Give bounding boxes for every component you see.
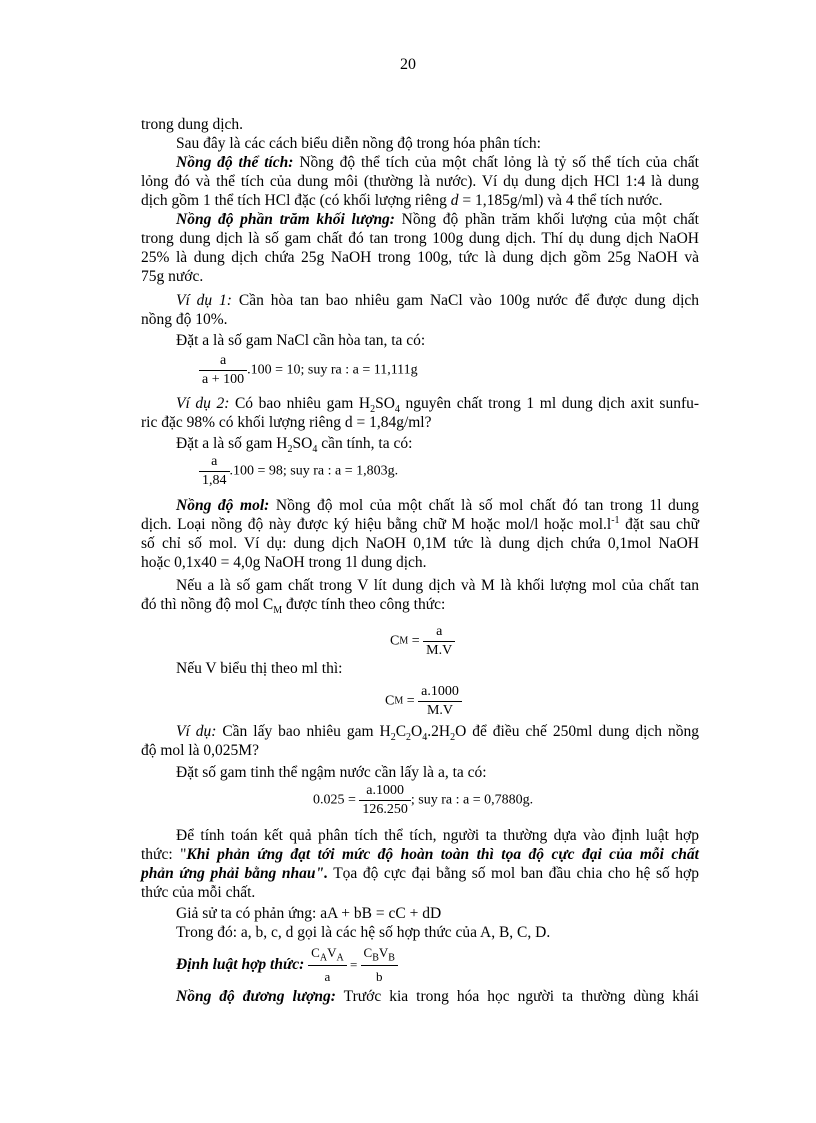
molar-concentration-line-5: Nếu a là số gam chất trong V lít dung dịch và M là khối lượng mol của chất tan: [176, 577, 699, 594]
molar-concentration-line-2: dịch. Loại nồng độ này được ký hiệu bằng chữ M hoặc mol/l hoặc $mol.l^{-1}$ đặt sau chữ: [141, 514, 699, 533]
example-2-fraction: $\frac{a}{1,84}$: [199, 455, 230, 488]
example-1-line-1: Ví dụ 1: Cần hòa tan bao nhiêu gam NaCl vào 100g nước để được dung dịch: [176, 292, 700, 309]
molar-formula-2: CM = $\frac{a.1000}{M.V}$: [385, 685, 462, 718]
law-line-3: phản ứng phải bằng nhau". Tọa độ cực đại bằng số mol ban đầu chia cho hệ số hợp: [141, 865, 699, 882]
example-3-line-3: Đặt số gam tinh thể ngậm nước cần lấy là a, ta có:: [176, 764, 487, 781]
law-quote-start: Khi phản ứng đạt tới mức độ hoàn toàn thì tọa độ cực đại của mỗi chất: [186, 846, 699, 863]
example-1-line-2: nồng độ 10%.: [141, 311, 228, 328]
law-line-1: Để tính toán kết quả phân tích thể tích, người ta thường dựa vào định luật hợp: [176, 827, 699, 844]
example-2-line-1: Ví dụ 2: Có bao nhiêu gam $H_2SO_4$ nguyên chất trong 1 ml dung dịch axit sunfu-: [176, 395, 700, 416]
example-1-equation: $\frac{a}{a + 100}$ .100 = 10; suy ra : a = 11,111g: [199, 354, 418, 387]
volume-concentration-heading: Nồng độ thể tích:: [176, 154, 294, 171]
molar-concentration-line-3: số chỉ số mol. Ví dụ: dung dịch NaOH 0,1M tức là dung dịch chứa 0,1mol NaOH: [141, 535, 699, 552]
molar-formula-2-fraction: $\frac{a.1000}{M.V}$: [418, 685, 462, 718]
volume-concentration-line-2: lỏng đó và thể tích của dung môi (thường là nước). Ví dụ dung dịch HCl 1:4 là dung: [141, 173, 699, 190]
equivalent-concentration-line-1: Nồng độ đương lượng: Trước kia trong hóa học người ta thường dùng khái: [176, 988, 699, 1005]
molar-formula-1: CM = $\frac{a}{M.V}$: [390, 625, 455, 658]
example-2-line-2: ric đặc 98% có khối lượng riêng d = 1,84g/ml?: [141, 414, 432, 431]
molar-concentration-heading: Nồng độ mol:: [176, 497, 270, 514]
example-3-equation: 0.025 = $\frac{a.1000}{126.250}$ ; suy ra : a = 0,7880g.: [313, 783, 534, 817]
page-number: 20: [400, 56, 416, 73]
coefficients-line: Trong đó: a, b, c, d gọi là các hệ số hợp thức của A, B, C, D.: [176, 924, 551, 941]
percent-concentration-line-1: Nồng độ phần trăm khối lượng: Nồng độ phần trăm khối lượng của một chất: [176, 211, 699, 228]
example-2-line-3: Đặt a là số gam $H_2SO_4$ cần tính, ta có:: [176, 435, 413, 456]
example-3-line-1: Ví dụ: Cần lấy bao nhiêu gam $H_2C_2O_4.2H_2O$ để điều chế 250ml dung dịch nồng: [176, 723, 700, 744]
example-3-line-2: độ mol là 0,025M?: [141, 742, 259, 759]
percent-concentration-line-2: trong dung dịch là số gam chất đó tan trong 100g dung dịch. Thí dụ dung dịch NaOH: [141, 230, 699, 247]
ml-condition-line: Nếu V biểu thị theo ml thì:: [176, 660, 343, 677]
example-2-label: Ví dụ 2:: [176, 395, 230, 412]
law-heading: Định luật hợp thức:: [176, 955, 305, 973]
example-1-line-3: Đặt a là số gam NaCl cần hòa tan, ta có:: [176, 332, 426, 349]
molar-formula-1-fraction: $\frac{a}{M.V}$: [423, 625, 455, 658]
percent-concentration-heading: Nồng độ phần trăm khối lượng:: [176, 211, 395, 228]
percent-concentration-line-3: 25% là dung dịch chứa 25g NaOH trong 100g, tức là dung dịch gồm 25g NaOH và: [141, 249, 699, 266]
molar-concentration-line-6: đó thì nồng độ mol $C_M$ được tính theo công thức:: [141, 596, 446, 617]
reaction-line: Giả sử ta có phản ứng: aA + bB = cC + dD: [176, 905, 442, 922]
law-formula-line: Định luật hợp thức: $\frac{C_AV_A}{a}$ = $\frac{C_BV_B}{b}$: [141, 944, 699, 986]
law-fraction-right: $\frac{C_BV_B}{b}$: [361, 944, 398, 986]
volume-concentration-line-3: dịch gồm 1 thể tích HCl đặc (có khối lượng riêng d = 1,185g/ml) và 4 thể tích nước.: [141, 192, 663, 209]
example-3-fraction: $\frac{a.1000}{126.250}$: [359, 784, 411, 817]
example-1-fraction: $\frac{a}{a + 100}$: [199, 354, 247, 387]
law-line-2: thức: "Khi phản ứng đạt tới mức độ hoàn toàn thì tọa độ cực đại của mỗi chất: [141, 846, 699, 863]
example-1-label: Ví dụ 1:: [176, 292, 232, 309]
intro-line: Sau đây là các cách biểu diễn nồng độ trong hóa phân tích:: [176, 135, 541, 152]
law-fraction-left: $\frac{C_AV_A}{a}$: [308, 944, 347, 986]
equivalent-concentration-heading: Nồng độ đương lượng:: [176, 988, 336, 1005]
molar-concentration-line-1: Nồng độ mol: Nồng độ mol của một chất là số mol chất đó tan trong 1l dung: [176, 497, 700, 514]
example-2-equation: $\frac{a}{1,84}$ .100 = 98; suy ra : a = 1,803g.: [199, 455, 398, 488]
molar-concentration-line-4: hoặc 0,1x40 = 4,0g NaOH trong 1l dung dịch.: [141, 554, 427, 571]
percent-concentration-line-4: 75g nước.: [141, 268, 204, 285]
volume-concentration-line-1: Nồng độ thể tích: Nồng độ thể tích của một chất lỏng là tỷ số thể tích của chất: [176, 154, 699, 171]
law-quote-end: phản ứng phải bằng nhau".: [141, 865, 328, 882]
law-line-4: thức của mỗi chất.: [141, 884, 256, 901]
example-3-label: Ví dụ:: [176, 723, 217, 740]
paragraph-continuation: trong dung dịch.: [141, 116, 244, 133]
